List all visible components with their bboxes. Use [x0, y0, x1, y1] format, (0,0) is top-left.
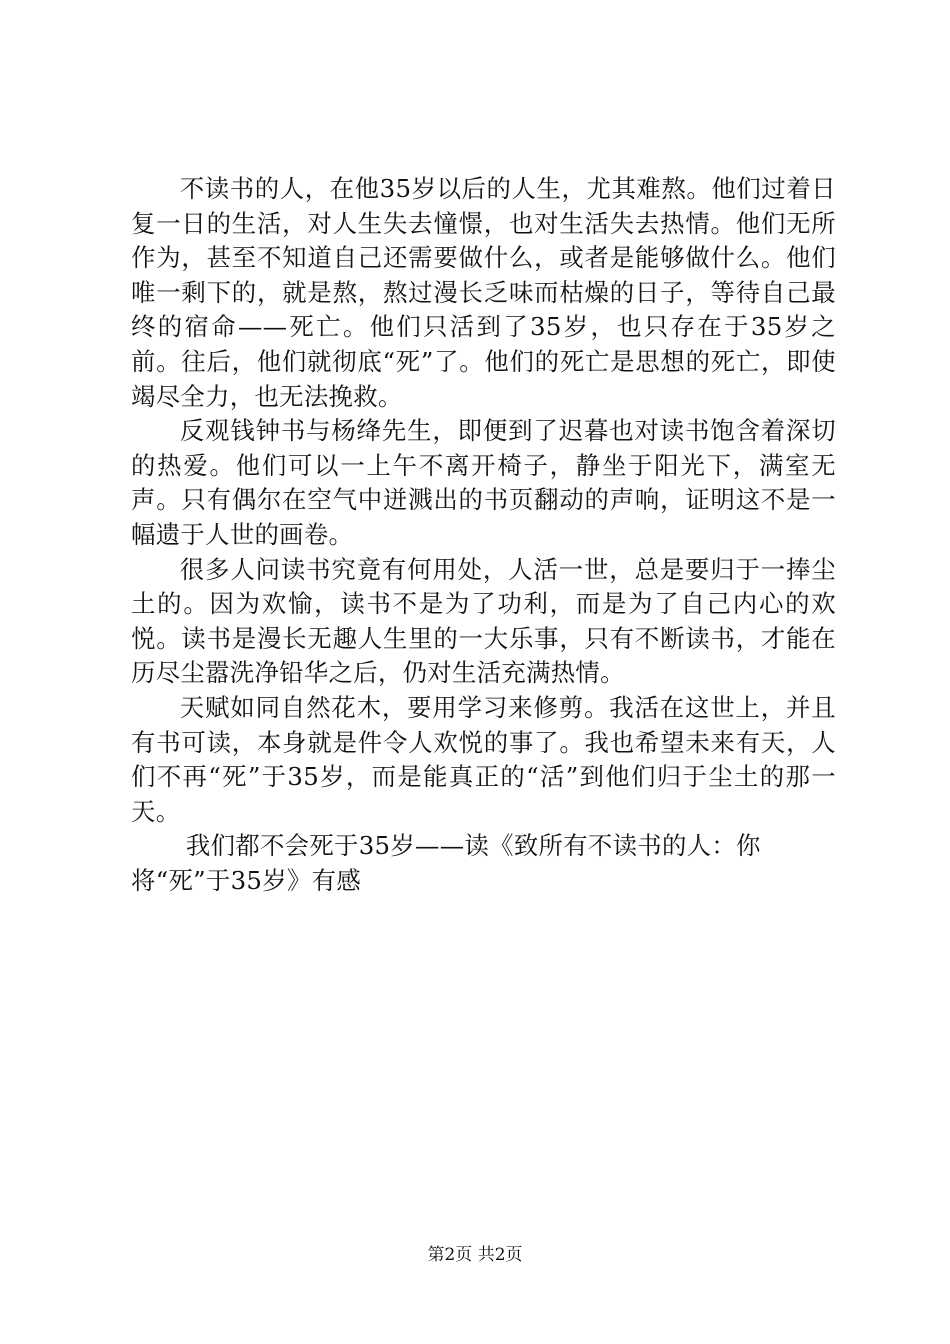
paragraph: 反观钱钟书与杨绛先生，即便到了迟暮也对读书饱含着深切的热爱。他们可以一上午不离开椅子，静坐于阳光下，满室无声。只有偶尔在空气中迸溅出的书页翻动的声响，证明这不是一幅遗于人世的画卷。 [131, 416, 836, 549]
page-number-footer: 第2页 共2页 [427, 1245, 523, 1265]
paragraph: 天赋如同自然花木，要用学习来修剪。我活在这世上，并且有书可读，本身就是件令人欢悦的事了。我也希望未来有天，人们不再“死”于35岁，而是能真正的“活”到他们归于尘土的那一天。 [131, 692, 836, 826]
paragraph: 很多人问读书究竟有何用处，人活一世，总是要归于一捧尘土的。因为欢愉，读书不是为了功利，而是为了自己内心的欢悦。读书是漫长无趣人生里的一大乐事，只有不断读书，才能在历尽尘嚣洗净铅华之后，仍对生活充满热情。 [131, 554, 836, 688]
closing-title: 我们都不会死于35岁——读《致所有不读书的人：你将“死”于35岁》有感 [131, 831, 761, 895]
paragraph: 不读书的人，在他35岁以后的人生，尤其难熬。他们过着日复一日的生活，对人生失去憧憬，也对生活失去热情。他们无所作为，甚至不知道自己还需要做什么，或者是能够做什么。他们唯一剩下的，就是熬，熬过漫长乏味而枯燥的日子，等待自己最终的宿命——死亡。他们只活到了35岁，也只存在于35岁之前。往后，他们就彻底“死”了。他们的死亡是思想的死亡，即使竭尽全力，也无法挽救。 [131, 174, 836, 411]
document-body [131, 172, 836, 898]
